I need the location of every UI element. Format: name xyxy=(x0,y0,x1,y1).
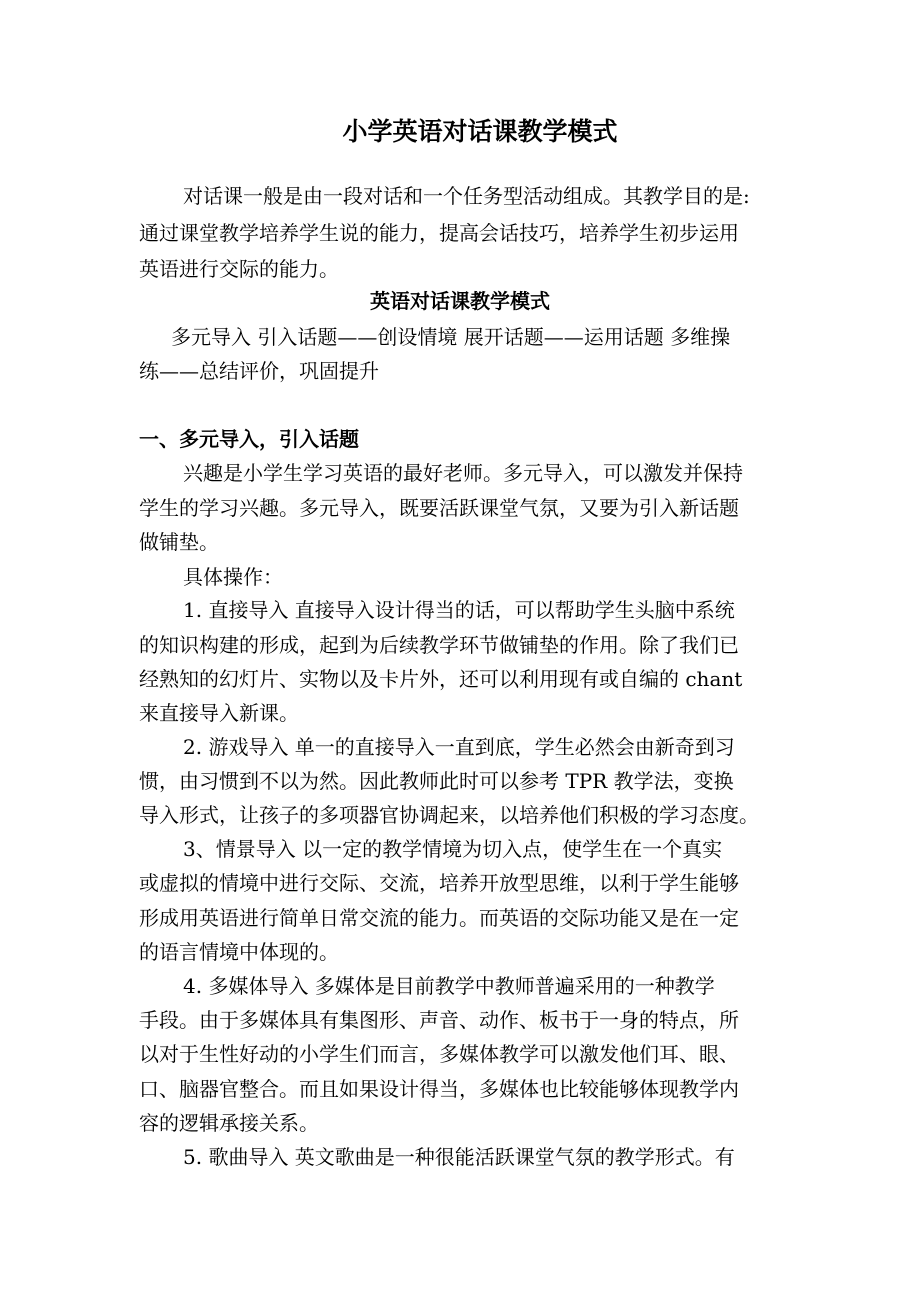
paragraph-line: 具体操作： xyxy=(183,565,283,589)
paragraph-line: 3、情景导入 以一定的教学情境为切入点，使学生在一个真实 xyxy=(183,837,723,861)
paragraph-line: 练——总结评价，巩固提升 xyxy=(139,359,379,383)
paragraph-line: 容的逻辑承接关系。 xyxy=(139,1111,319,1135)
paragraph-line: 口、脑器官整合。而且如果设计得当，多媒体也比较能够体现教学内 xyxy=(139,1077,739,1101)
paragraph-line: 做铺垫。 xyxy=(139,530,219,554)
paragraph-line: 2. 游戏导入 单一的直接导入一直到底，学生必然会由新奇到习 xyxy=(183,735,735,759)
document-title: 小学英语对话课教学模式 xyxy=(342,117,618,146)
paragraph-line: 的知识构建的形成，起到为后续教学环节做铺垫的作用。除了我们已 xyxy=(139,633,739,657)
paragraph-line: 形成用英语进行简单日常交流的能力。而英语的交际功能又是在一定 xyxy=(139,906,739,930)
paragraph-line: 多元导入 引入话题——创设情境 展开话题——运用话题 多维操 xyxy=(171,325,731,349)
paragraph-line: 来直接导入新课。 xyxy=(139,701,299,725)
paragraph-line: 对话课一般是由一段对话和一个任务型活动组成。其教学目的是: xyxy=(183,184,750,208)
paragraph-line: 惯，由习惯到不以为然。因此教师此时可以参考 TPR 教学法，变换 xyxy=(139,769,734,793)
section-subtitle: 英语对话课教学模式 xyxy=(370,289,550,313)
paragraph-line: 学生的学习兴趣。多元导入，既要活跃课堂气氛，又要为引入新话题 xyxy=(139,496,739,520)
paragraph-line: 以对于生性好动的小学生们而言，多媒体教学可以激发他们耳、眼、 xyxy=(139,1042,739,1066)
paragraph-line: 英语进行交际的能力。 xyxy=(139,257,339,281)
paragraph-line: 或虚拟的情境中进行交际、交流，培养开放型思维，以利于学生能够 xyxy=(139,871,739,895)
paragraph-line: 兴趣是小学生学习英语的最好老师。多元导入，可以激发并保持 xyxy=(183,461,743,485)
paragraph-line: 经熟知的幻灯片、实物以及卡片外，还可以利用现有或自编的 chant xyxy=(139,667,743,691)
paragraph-line: 导入形式，让孩子的多项器官协调起来，以培养他们积极的学习态度。 xyxy=(139,803,759,827)
paragraph-line: 的语言情境中体现的。 xyxy=(139,940,339,964)
paragraph-line: 4. 多媒体导入 多媒体是目前教学中教师普遍采用的一种教学 xyxy=(183,974,715,998)
paragraph-line: 5. 歌曲导入 英文歌曲是一种很能活跃课堂气氛的教学形式。有 xyxy=(183,1145,735,1169)
paragraph-line: 通过课堂教学培养学生说的能力，提高会话技巧，培养学生初步运用 xyxy=(139,221,739,245)
section-heading: 一、多元导入，引入话题 xyxy=(139,427,359,451)
paragraph-line: 手段。由于多媒体具有集图形、声音、动作、板书于一身的特点，所 xyxy=(139,1008,739,1032)
paragraph-line: 1. 直接导入 直接导入设计得当的话，可以帮助学生头脑中系统 xyxy=(183,598,735,622)
